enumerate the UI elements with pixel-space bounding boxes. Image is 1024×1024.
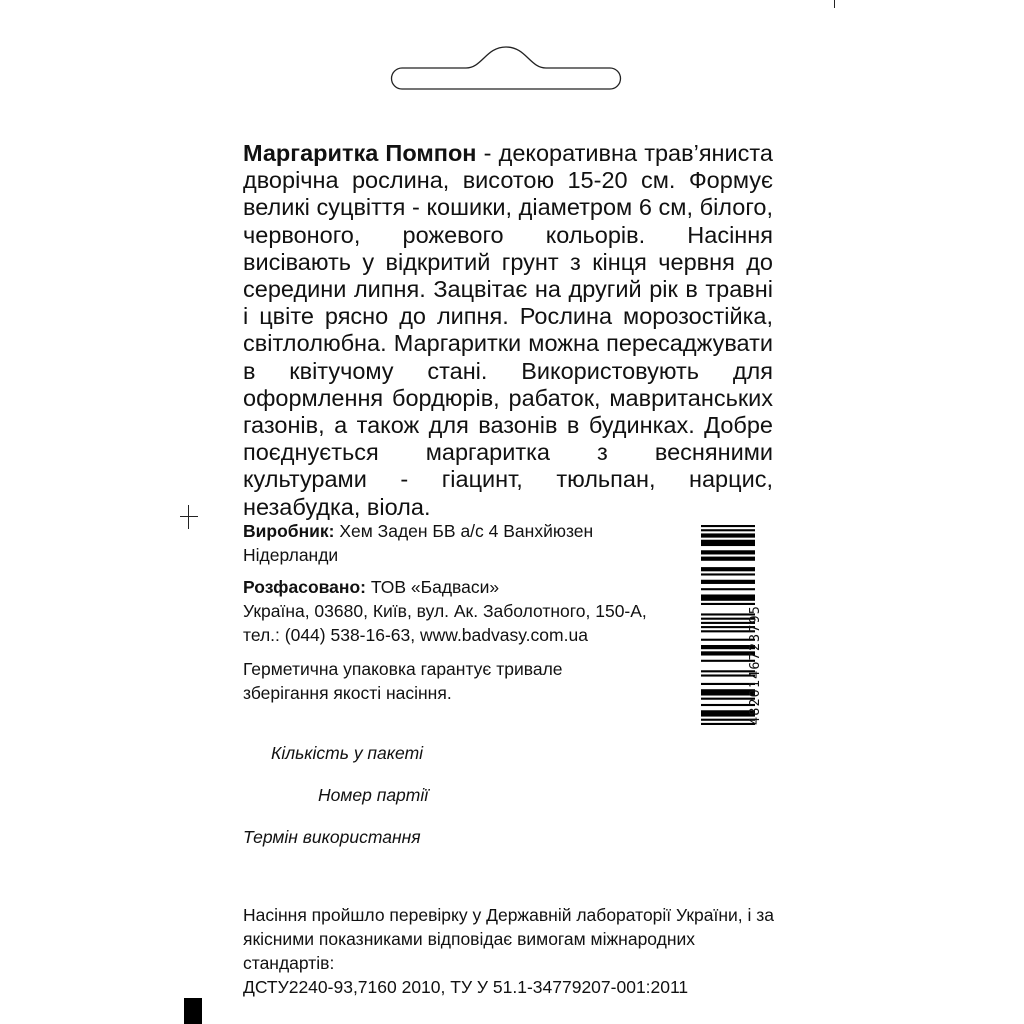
packer-value: ТОВ «Бадваси» bbox=[365, 577, 500, 597]
barcode-bar-4 bbox=[701, 550, 755, 554]
barcode-number: 4820146723795 bbox=[747, 605, 763, 725]
barcode-bar-5 bbox=[701, 557, 755, 561]
packer-contacts: тел.: (044) 538-16-63, www.badvasy.com.ua bbox=[243, 625, 588, 645]
barcode-bar-8 bbox=[701, 580, 755, 584]
product-title: Маргаритка Помпон bbox=[243, 140, 477, 166]
barcode-bar-10 bbox=[701, 594, 755, 600]
packer-label: Розфасовано: bbox=[243, 577, 366, 597]
crop-mark-left-horizontal bbox=[180, 516, 198, 517]
description-text: - декоративна трав’яниста дворічна рослина, висотою 15-20 см. Формує великі суцвіття - кошики, діаметром 6 см, білого, червоного, рожевого кольорів. Насіння висівають у відкритий грунт з кінця червня до середини липня. Зацвітає на другий рік в травні і цвіте рясно до липня. Рослина морозостійка, світлолюбна. Маргаритки можна пересаджувати в квітучому стані. Використовують для оформлення бордюрів, рабаток, мавританських газонів, а також для вазонів в будинках. Добре поєднується маргаритка з весняними культурами - гіацинт, тюльпан, нарцис, незабудка, віола. bbox=[243, 140, 773, 520]
barcode-bar-1 bbox=[701, 529, 755, 531]
barcode-bar-9 bbox=[701, 588, 755, 590]
barcode-bar-3 bbox=[701, 540, 755, 546]
barcode-bar-2 bbox=[701, 533, 755, 537]
storage-line-2: зберігання якості насіння. bbox=[243, 683, 452, 703]
cert-line-2: якісними показниками відповідає вимогам міжнародних стандартів: bbox=[243, 929, 696, 973]
producer-value: Хем Заден БВ а/с 4 Ванхйюзен bbox=[334, 521, 594, 541]
producer-info bbox=[243, 519, 683, 567]
cert-line-3: ДСТУ2240-93,7160 2010, ТУ У 51.1-34779207-001:2011 bbox=[243, 977, 689, 997]
certification-note bbox=[243, 903, 783, 999]
crop-mark-left bbox=[188, 505, 189, 529]
packer-info bbox=[243, 575, 683, 647]
producer-label: Виробник: bbox=[243, 521, 335, 541]
product-description bbox=[243, 140, 773, 521]
barcode-bar-0 bbox=[701, 525, 755, 527]
packer-address: Україна, 03680, Київ, вул. Ак. Заболотного, 150-А, bbox=[243, 601, 647, 621]
barcode-bar-7 bbox=[701, 573, 755, 575]
barcode-bar-11 bbox=[701, 603, 755, 605]
expiry-field-label: Термін використання bbox=[243, 827, 421, 847]
crop-mark-top bbox=[834, 0, 835, 8]
barcode bbox=[697, 525, 767, 725]
cert-line-1: Насіння пройшло перевірку у Державній лабораторії України, і за bbox=[243, 905, 775, 925]
registration-mark bbox=[184, 998, 202, 1024]
storage-note bbox=[243, 657, 683, 705]
barcode-bar-6 bbox=[701, 567, 755, 571]
producer-country: Нідерланди bbox=[243, 545, 339, 565]
quantity-field-label: Кількість у пакеті bbox=[271, 743, 424, 763]
hang-hole-outline bbox=[380, 46, 632, 90]
batch-field-label: Номер партії bbox=[318, 785, 429, 805]
storage-line-1: Герметична упаковка гарантує тривале bbox=[243, 659, 563, 679]
